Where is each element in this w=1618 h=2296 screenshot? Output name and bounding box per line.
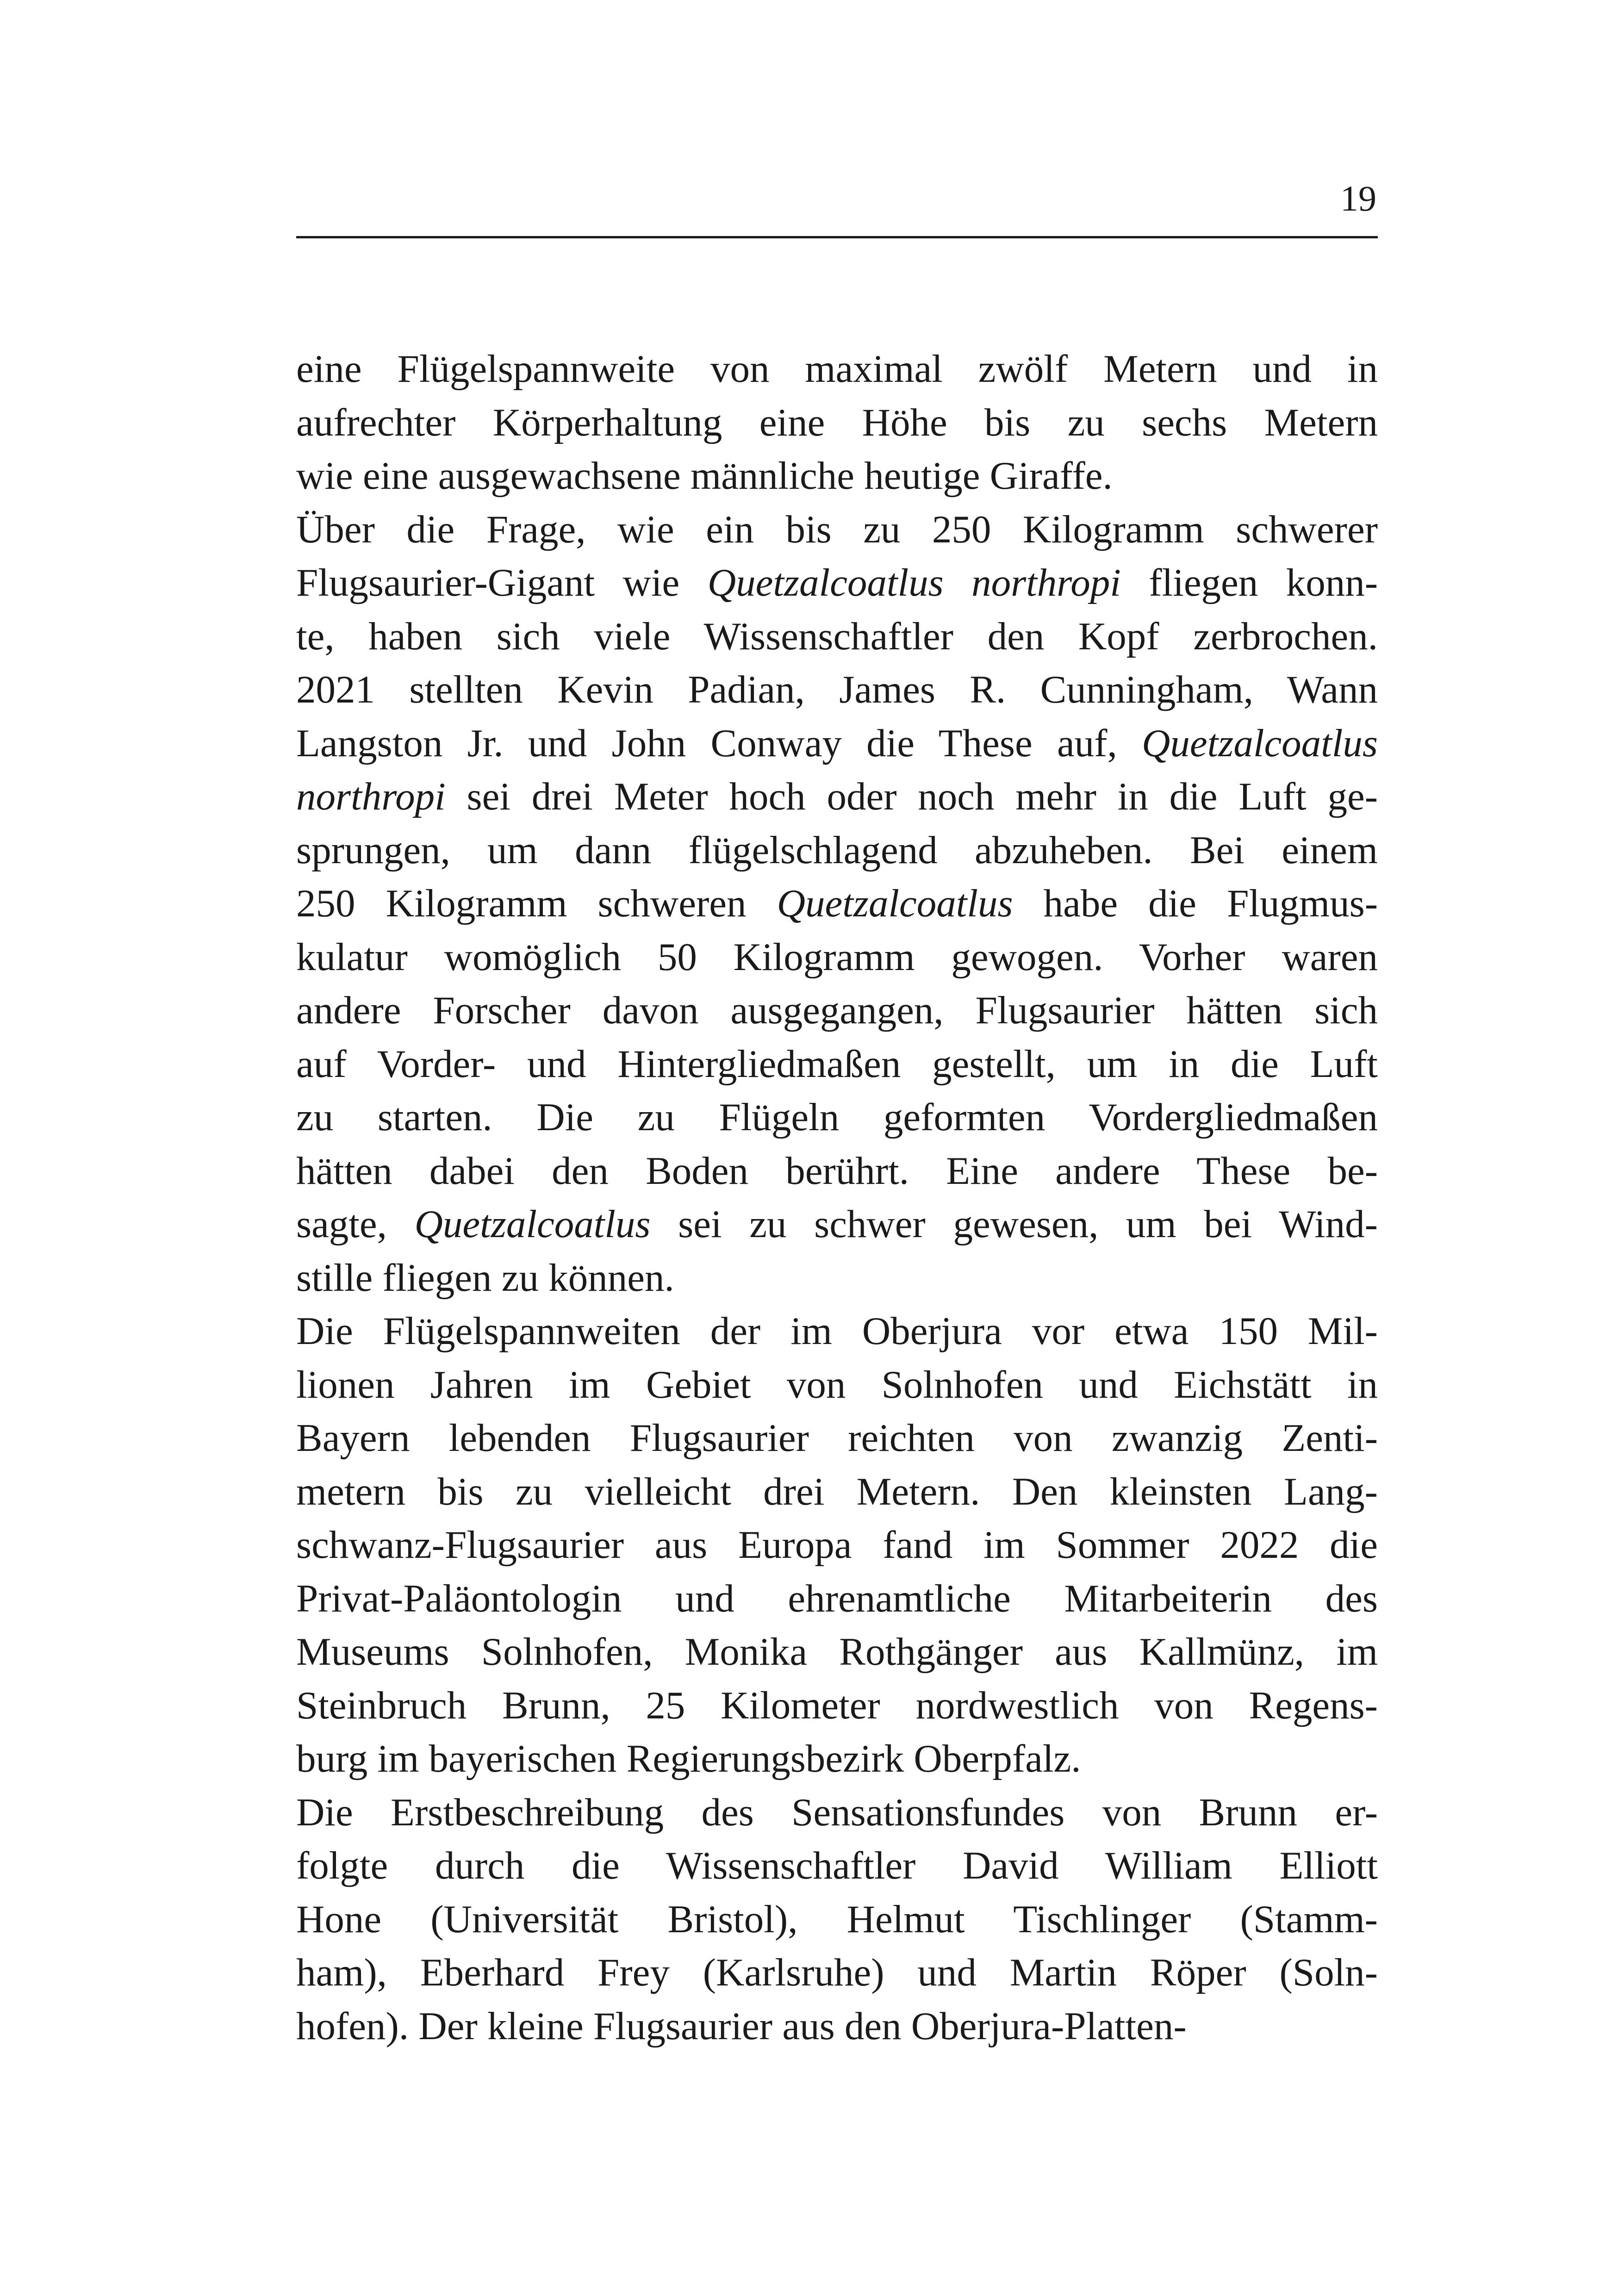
text-line	[296, 1893, 1378, 1947]
text-line	[296, 1946, 1378, 2000]
text-run: stille fliegen zu können.	[296, 1256, 674, 1300]
text-line	[296, 1786, 1378, 1840]
text-line	[296, 770, 1378, 824]
text-run: sprungen, um dann flügelschlagend abzuheben. Bei einem	[296, 828, 1378, 872]
text-run: sei zu schwer gewesen, um bei Wind-	[650, 1202, 1378, 1246]
text-line	[296, 663, 1378, 717]
text-line	[296, 2000, 1378, 2053]
text-run: Die Flügelspannweiten der im Oberjura vor etwa 150 Mil-	[296, 1309, 1378, 1353]
text-run: 2021 stellten Kevin Padian, James R. Cunningham, Wann	[296, 668, 1378, 711]
body-text	[296, 342, 1378, 2053]
text-run: Museums Solnhofen, Monika Rothgänger aus Kallmünz, im	[296, 1630, 1378, 1674]
text-line	[296, 984, 1378, 1038]
text-run: eine Flügelspannweite von maximal zwölf Metern und in	[296, 347, 1378, 391]
species-name: Quetzalcoatlus	[414, 1202, 651, 1246]
text-line	[296, 1412, 1378, 1465]
text-line	[296, 1572, 1378, 1626]
text-line	[296, 1038, 1378, 1091]
species-name: Quetzalcoatlus	[1142, 721, 1378, 765]
text-line	[296, 342, 1378, 396]
text-run: fliegen konn-	[1120, 561, 1378, 604]
species-name: Quetzalcoatlus	[777, 882, 1013, 925]
text-line	[296, 824, 1378, 877]
text-run: wie eine ausgewachsene männliche heutige Giraffe.	[296, 454, 1113, 498]
text-run: 250 Kilogramm schweren	[296, 882, 777, 925]
text-line	[296, 1839, 1378, 1893]
text-run: zu starten. Die zu Flügeln geformten Vordergliedmaßen	[296, 1095, 1378, 1139]
text-run: Hone (Universität Bristol), Helmut Tischlinger (Stamm-	[296, 1897, 1378, 1941]
text-run: hofen). Der kleine Flugsaurier aus den Oberjura-Platten-	[296, 2004, 1187, 2048]
text-line	[296, 1198, 1378, 1251]
text-run: Bayern lebenden Flugsaurier reichten von zwanzig Zenti-	[296, 1416, 1378, 1460]
text-run: auf Vorder- und Hintergliedmaßen gestellt, um in die Luft	[296, 1042, 1378, 1086]
text-line	[296, 610, 1378, 664]
text-line	[296, 931, 1378, 984]
text-run: hätten dabei den Boden berührt. Eine andere These be-	[296, 1149, 1378, 1193]
text-run: metern bis zu vielleicht drei Metern. Den kleinsten Lang-	[296, 1469, 1378, 1513]
species-name: northropi	[296, 775, 446, 818]
text-run: folgte durch die Wissenschaftler David William Elliott	[296, 1844, 1378, 1887]
text-line	[296, 717, 1378, 771]
text-line	[296, 1518, 1378, 1572]
text-run: habe die Flugmus-	[1013, 882, 1378, 925]
text-line	[296, 1465, 1378, 1519]
text-line	[296, 396, 1378, 450]
text-line	[296, 1145, 1378, 1198]
text-line	[296, 1625, 1378, 1679]
text-run: te, haben sich viele Wissenschaftler den Kopf zerbrochen.	[296, 614, 1378, 658]
text-line	[296, 1732, 1378, 1786]
text-run: Flugsaurier-Gigant wie	[296, 561, 708, 604]
text-line	[296, 556, 1378, 610]
text-run: lionen Jahren im Gebiet von Solnhofen und Eichstätt in	[296, 1363, 1378, 1406]
text-run: Über die Frage, wie ein bis zu 250 Kilogramm schwerer	[296, 507, 1378, 551]
text-line	[296, 1358, 1378, 1412]
text-run: kulatur womöglich 50 Kilogramm gewogen. Vorher waren	[296, 935, 1378, 979]
text-run: Steinbruch Brunn, 25 Kilometer nordwestlich von Regens-	[296, 1683, 1378, 1727]
text-run: aufrechter Körperhaltung eine Höhe bis zu sechs Metern	[296, 400, 1378, 444]
text-line	[296, 1679, 1378, 1733]
text-line	[296, 503, 1378, 557]
text-run: Langston Jr. und John Conway die These auf,	[296, 721, 1142, 765]
text-line	[296, 1251, 1378, 1305]
text-line	[296, 1305, 1378, 1358]
text-run: Die Erstbeschreibung des Sensationsfundes von Brunn er-	[296, 1790, 1378, 1834]
text-run: schwanz-Flugsaurier aus Europa fand im Sommer 2022 die	[296, 1523, 1378, 1567]
text-run: sagte,	[296, 1202, 415, 1246]
text-run: sei drei Meter hoch oder noch mehr in die Luft ge-	[445, 775, 1378, 818]
text-run: andere Forscher davon ausgegangen, Flugsaurier hätten sich	[296, 989, 1378, 1032]
text-line	[296, 877, 1378, 931]
text-line	[296, 1091, 1378, 1145]
text-line	[296, 449, 1378, 503]
text-run: burg im bayerischen Regierungsbezirk Oberpfalz.	[296, 1737, 1081, 1780]
text-run: ham), Eberhard Frey (Karlsruhe) und Martin Röper (Soln-	[296, 1951, 1378, 1994]
header-rule	[296, 236, 1378, 238]
text-run: Privat-Paläontologin und ehrenamtliche Mitarbeiterin des	[296, 1576, 1378, 1620]
species-name: Quetzalcoatlus northropi	[707, 561, 1121, 604]
page-number: 19	[1340, 178, 1376, 218]
